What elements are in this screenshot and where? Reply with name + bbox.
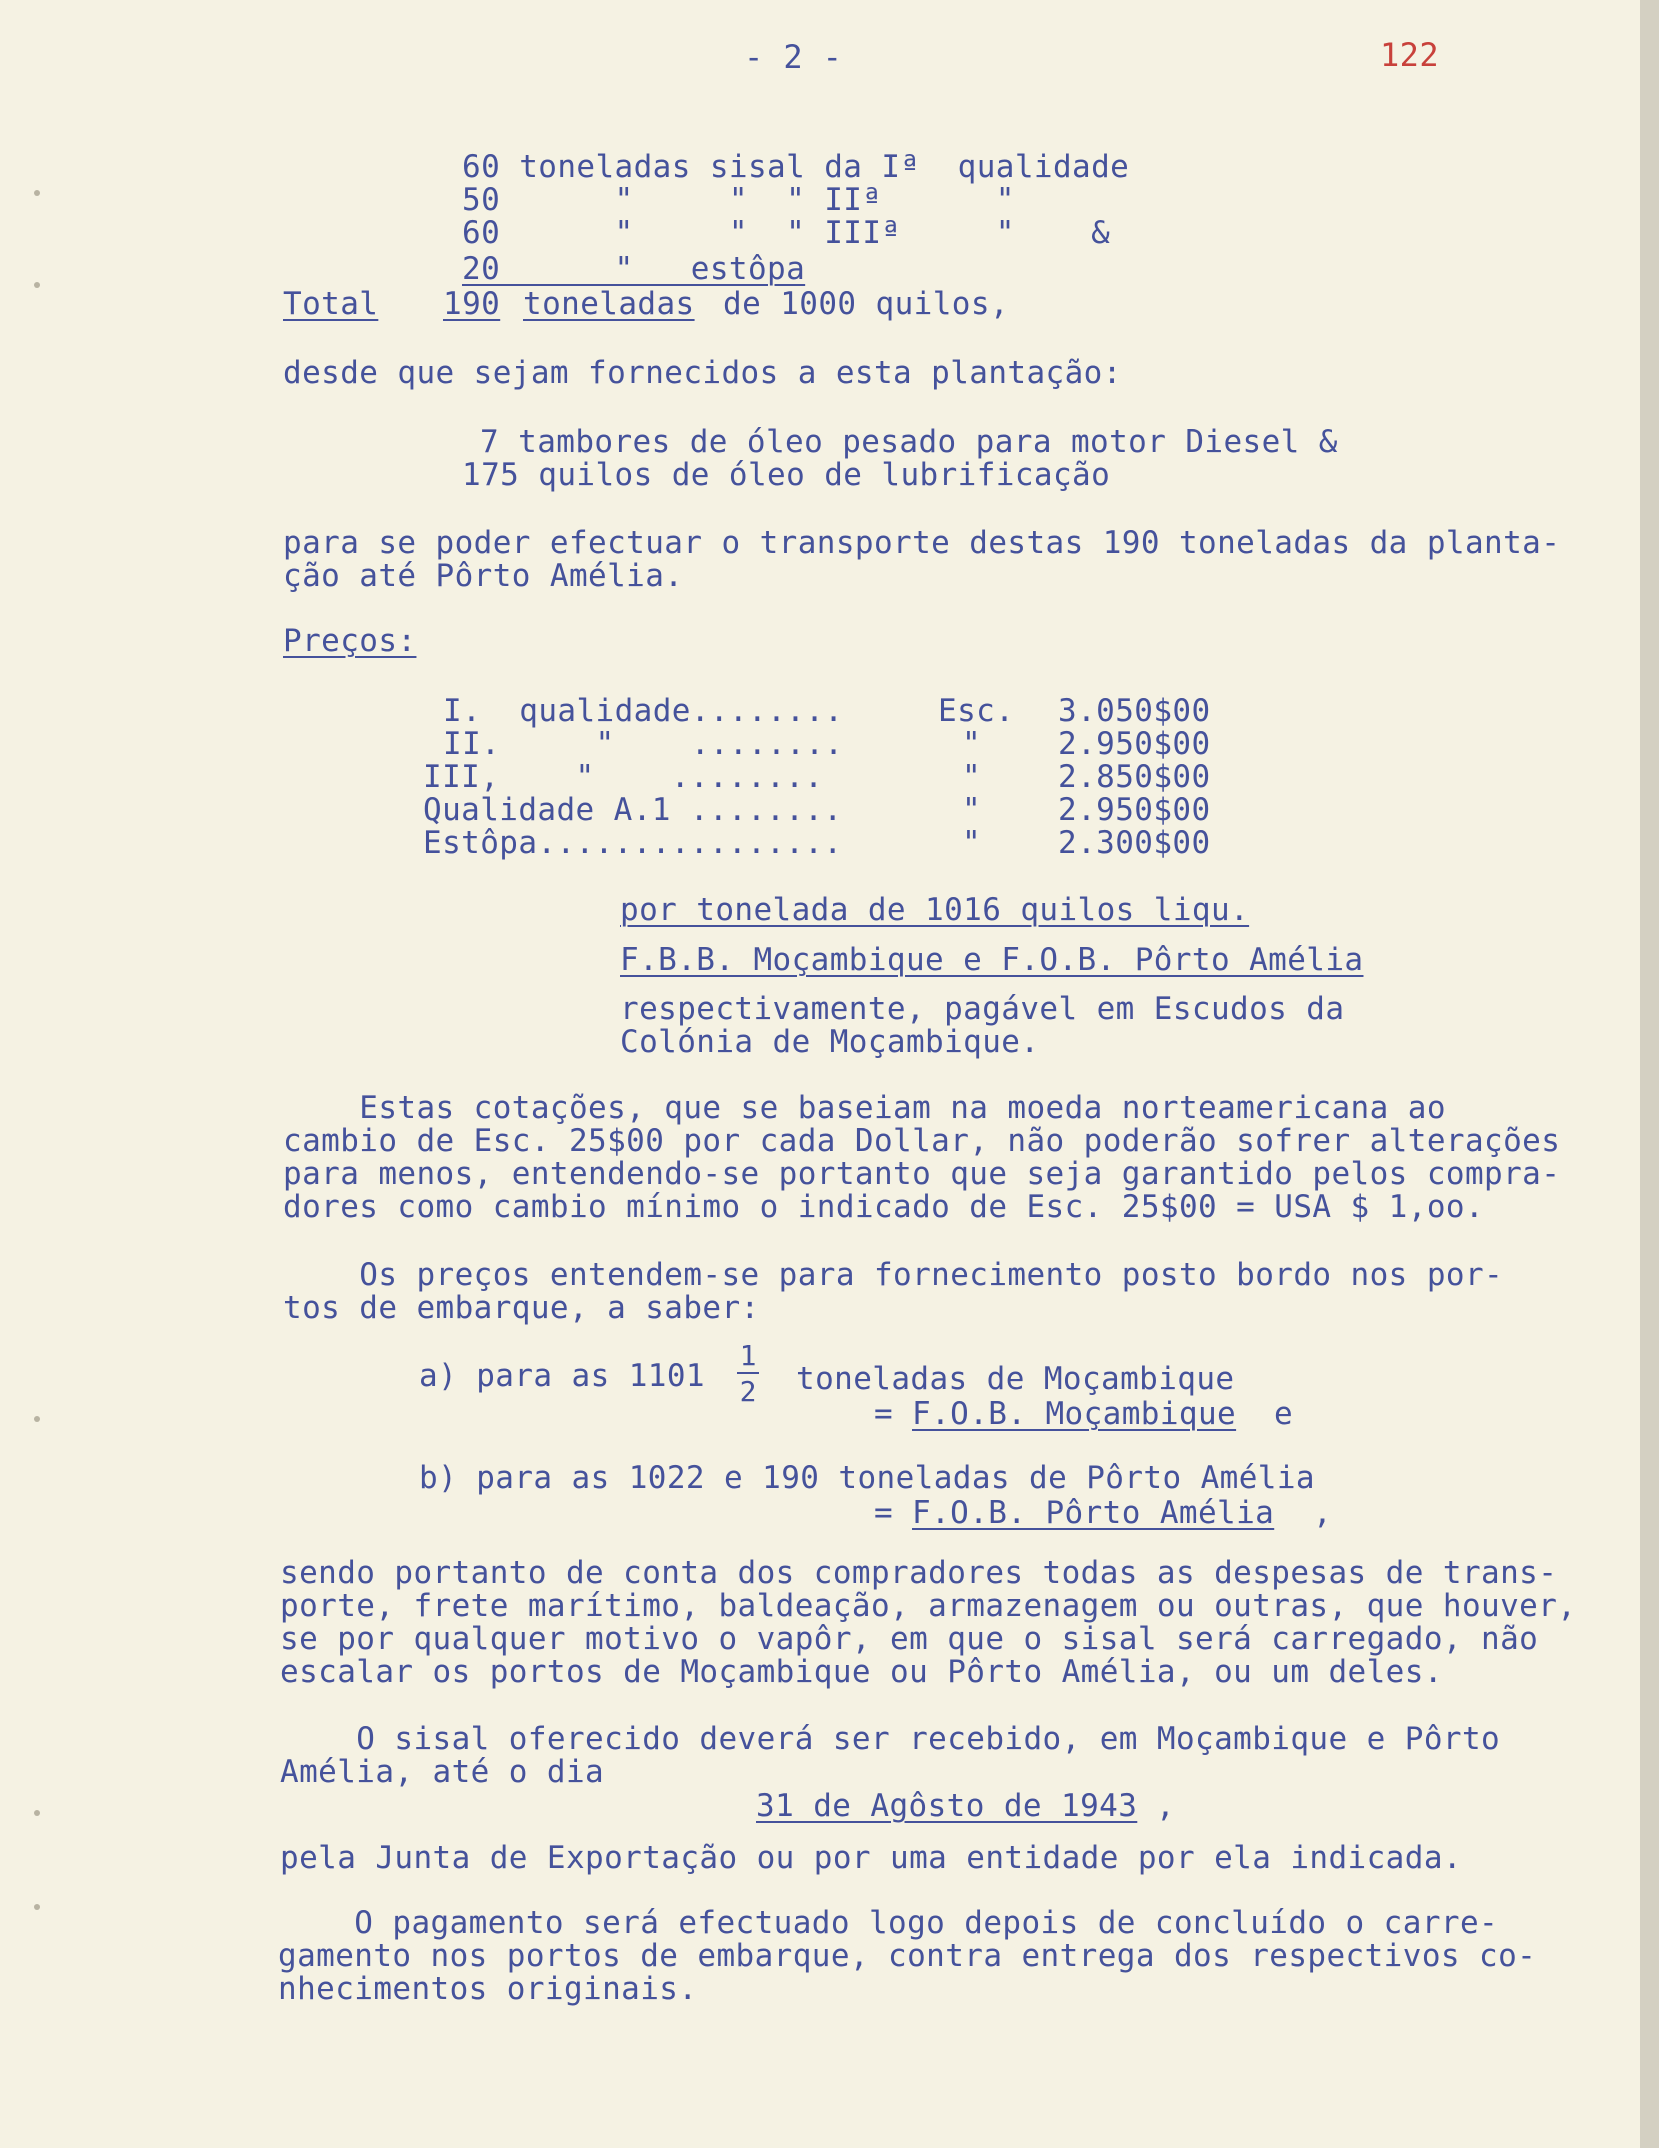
price-value: 2.950$00: [1058, 726, 1211, 762]
supply-line: 7 tambores de óleo pesado para motor Diesel &: [480, 424, 1338, 460]
costs-line: porte, frete marítimo, baldeação, armazenagem ou outras, que houver,: [280, 1588, 1577, 1624]
item-a-prefix: a) para as 1101: [419, 1358, 705, 1394]
price-currency: ": [962, 792, 982, 828]
delivery-line: Amélia, até o dia: [280, 1754, 605, 1790]
total-rest: de 1000 quilos,: [723, 286, 1009, 322]
payment-line: gamento nos portos de embarque, contra entrega dos respectivos co-: [278, 1938, 1537, 1974]
exchange-line: para menos, entendendo-se portanto que seja garantido pelos compra-: [283, 1156, 1561, 1192]
fraction-numerator: 1: [739, 1339, 757, 1372]
ports-line: tos de embarque, a saber:: [283, 1290, 760, 1326]
item-b-equals: =: [874, 1495, 894, 1531]
quantity-line: 50 " " " IIª ": [462, 182, 1015, 218]
item-b-fob: F.O.B. Pôrto Amélia: [912, 1495, 1275, 1531]
delivery-end: pela Junta de Exportação ou por uma entidade por ela indicada.: [280, 1840, 1462, 1876]
item-a-end: e: [1274, 1396, 1294, 1432]
exchange-line: cambio de Esc. 25$00 por cada Dollar, não poderão sofrer alterações: [283, 1123, 1561, 1159]
item-b-end: ,: [1313, 1495, 1333, 1531]
price-currency: ": [962, 759, 982, 795]
transport-line: ção até Pôrto Amélia.: [283, 558, 684, 594]
delivery-date: 31 de Agôsto de 1943: [756, 1788, 1138, 1824]
payment-line: O pagamento será efectuado logo depois de concluído o carre-: [278, 1905, 1499, 1941]
item-a-equals: =: [874, 1396, 894, 1432]
delivery-date-end: ,: [1156, 1788, 1176, 1824]
price-currency: ": [962, 825, 982, 861]
costs-line: se por qualquer motivo o vapôr, em que o sisal será carregado, não: [280, 1621, 1539, 1657]
punch-mark: [34, 1416, 40, 1422]
page-marker: - 2 -: [744, 38, 843, 76]
exchange-line: Estas cotações, que se baseiam na moeda norteamericana ao: [283, 1090, 1446, 1126]
quantity-line: 20 " estôpa: [462, 251, 806, 287]
folio-number: 122: [1380, 36, 1439, 74]
price-term-line: por tonelada de 1016 quilos liqu.: [620, 892, 1250, 928]
quantity-line: 60 " " " IIIª " &: [462, 215, 1111, 251]
quantity-line: 60 toneladas sisal da Iª qualidade: [462, 149, 1130, 185]
price-label: III, " ........: [423, 759, 824, 795]
delivery-line: O sisal oferecido deverá ser recebido, em Moçambique e Pôrto: [280, 1721, 1501, 1757]
exchange-line: dores como cambio mínimo o indicado de Esc. 25$00 = USA $ 1,oo.: [283, 1189, 1485, 1225]
total-unit: toneladas: [523, 286, 695, 322]
price-term-line: Colónia de Moçambique.: [620, 1024, 1040, 1060]
price-term-line: F.B.B. Moçambique e F.O.B. Pôrto Amélia: [620, 942, 1364, 978]
price-value: 2.950$00: [1058, 792, 1211, 828]
punch-mark: [34, 1904, 40, 1910]
price-label: II. " ........: [443, 726, 844, 762]
price-label: Qualidade A.1 ........: [423, 792, 843, 828]
prices-heading: Preços:: [283, 623, 417, 659]
costs-line: escalar os portos de Moçambique ou Pôrto Amélia, ou um deles.: [280, 1654, 1443, 1690]
item-a-fob: F.O.B. Moçambique: [912, 1396, 1237, 1432]
total-label: Total: [283, 286, 379, 322]
price-currency: Esc.: [938, 693, 1015, 729]
payment-line: nhecimentos originais.: [278, 1971, 698, 2007]
ports-line: Os preços entendem-se para fornecimento posto bordo nos por-: [283, 1257, 1504, 1293]
price-value: 2.850$00: [1058, 759, 1211, 795]
punch-mark: [34, 282, 40, 288]
fraction-bar: [737, 1372, 759, 1374]
price-value: 3.050$00: [1058, 693, 1211, 729]
price-value: 2.300$00: [1058, 825, 1211, 861]
price-label: I. qualidade........: [443, 693, 844, 729]
item-b-text: b) para as 1022 e 190 toneladas de Pôrto Amélia: [419, 1460, 1315, 1496]
total-value: 190: [443, 286, 501, 322]
supply-line: 175 quilos de óleo de lubrificação: [462, 457, 1111, 493]
transport-line: para se poder efectuar o transporte destas 190 toneladas da planta-: [283, 525, 1561, 561]
fraction-denominator: 2: [739, 1375, 757, 1408]
page-edge: [1640, 0, 1659, 2148]
punch-mark: [34, 190, 40, 196]
item-a-suffix: toneladas de Moçambique: [796, 1361, 1235, 1397]
condition-line: desde que sejam fornecidos a esta plantação:: [283, 355, 1122, 391]
price-label: Estôpa................: [423, 825, 843, 861]
punch-mark: [34, 1810, 40, 1816]
price-term-line: respectivamente, pagável em Escudos da: [620, 991, 1345, 1027]
costs-line: sendo portanto de conta dos compradores todas as despesas de trans-: [280, 1555, 1558, 1591]
price-currency: ": [962, 726, 982, 762]
